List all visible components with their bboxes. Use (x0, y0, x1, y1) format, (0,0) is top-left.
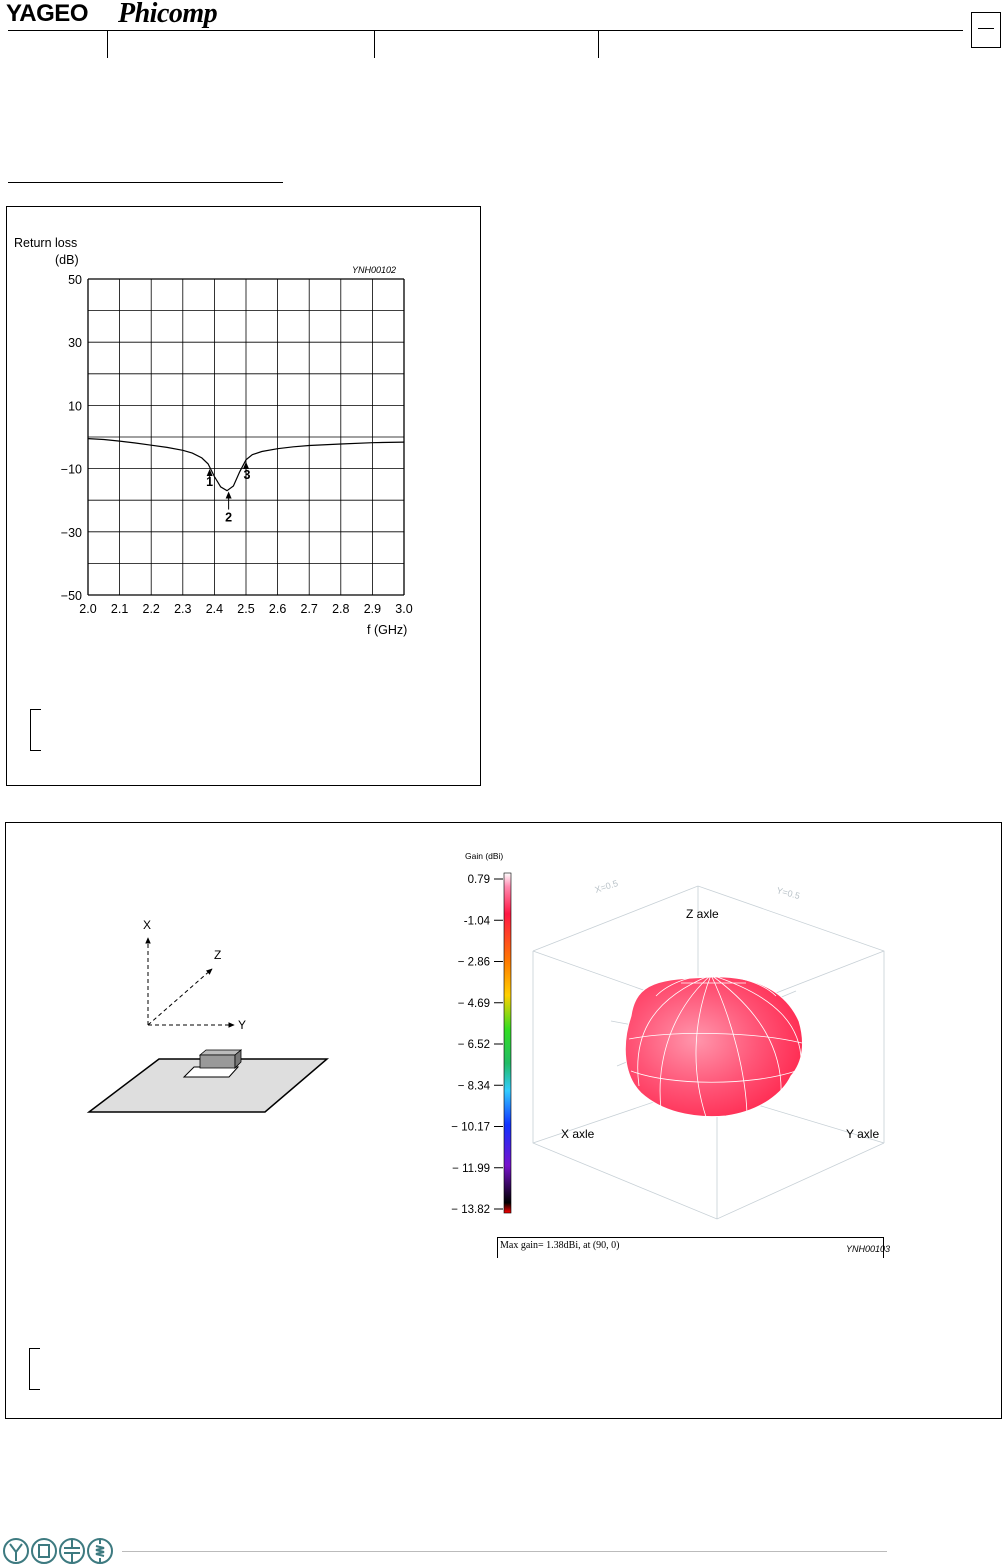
figure-code: YNH00103 (846, 1244, 891, 1254)
y-tick-labels (61, 273, 82, 603)
y-tick-label: −10 (60, 462, 82, 477)
x-tick-label: 2.1 (110, 602, 129, 616)
x-tick-label: 3.0 (395, 602, 413, 616)
x-tick-label: 2.7 (300, 602, 318, 616)
y-tick-label: 50 (68, 273, 82, 287)
gain-scale-labels (451, 874, 503, 1216)
return-loss-chart (7, 207, 480, 785)
frequency-markers (206, 462, 250, 525)
gain-legend-title: Gain (dBi) (465, 851, 504, 861)
y-tick-label: 10 (68, 399, 82, 414)
axis-faint-label: X=0.5 (593, 878, 620, 895)
header-divider (374, 30, 375, 58)
x-tick-label: 2.6 (268, 602, 287, 616)
chip-antenna-top (200, 1050, 241, 1055)
radiation-lobe (625, 975, 802, 1117)
y-tick-label: 30 (68, 336, 82, 351)
z-axis-label: Z (214, 948, 222, 962)
chip-antenna-front (200, 1055, 235, 1068)
radiation-pattern-3d (521, 871, 901, 1231)
marker-arrowhead (226, 492, 232, 499)
x-tick-labels (79, 602, 412, 616)
gain-value-label: − 8.34 (457, 1080, 490, 1093)
gain-value-label: − 4.69 (457, 997, 490, 1010)
y-axis-title: Return loss (14, 236, 78, 250)
gain-value-label: 0.79 (467, 874, 490, 886)
phicomp-logo: Phicomp (118, 0, 218, 29)
gain-color-bar (504, 873, 511, 1213)
y-axis-unit: (dB) (55, 253, 79, 267)
header-divider (598, 30, 599, 58)
return-loss-figure (6, 206, 481, 786)
gain-value-label: − 11.99 (452, 1162, 490, 1175)
y-axle-label: Y axle (846, 1127, 880, 1141)
x-tick-label: 2.3 (174, 602, 192, 616)
y-tick-label: −50 (60, 589, 82, 603)
y-axis-label: Y (238, 1018, 247, 1032)
header-divider (107, 30, 108, 58)
clearance-area (184, 1067, 238, 1077)
antenna-orientation-diagram (76, 911, 336, 1121)
marker-label: 2 (225, 510, 233, 525)
component-symbols-logo (2, 1536, 122, 1566)
y-tick-label: −30 (60, 525, 82, 540)
marker-label: 3 (243, 467, 251, 482)
header-rule (8, 30, 963, 31)
gain-value-label: -1.04 (463, 915, 490, 928)
x-tick-label: 2.9 (363, 602, 382, 616)
x-axis-title: f (GHz) (367, 623, 408, 637)
figure-code: YNH00102 (352, 265, 397, 275)
max-gain-text: Max gain= 1.38dBi, at (90, 0) (500, 1240, 620, 1251)
x-tick-label: 2.4 (205, 602, 224, 616)
gain-value-label: − 13.82 (451, 1204, 490, 1216)
caption-bracket (30, 709, 41, 751)
gain-value-label: − 6.52 (457, 1039, 490, 1051)
x-axis-label: X (143, 918, 152, 932)
radiation-pattern-figure (5, 822, 1002, 1419)
x-axle-label: X axle (561, 1127, 595, 1141)
yageo-logo: YAGEO (6, 0, 88, 27)
gain-value-label: − 2.86 (457, 956, 490, 969)
x-tick-label: 2.5 (237, 602, 255, 616)
gain-value-label: − 10.17 (451, 1121, 490, 1134)
section-underline (8, 182, 283, 183)
z-axis-arrow (148, 969, 212, 1025)
pattern-info-box (497, 1237, 884, 1258)
chart-grid (88, 279, 404, 595)
footer-rule (122, 1551, 887, 1552)
page-marker-box (971, 12, 1001, 48)
axis-faint-label: Y=0.5 (775, 885, 802, 902)
marker-label: 1 (206, 475, 214, 490)
caption-bracket (29, 1348, 40, 1390)
x-tick-label: 2.0 (79, 602, 97, 616)
z-axle-label: Z axle (686, 907, 719, 921)
x-tick-label: 2.8 (332, 602, 350, 616)
x-tick-label: 2.2 (142, 602, 160, 616)
